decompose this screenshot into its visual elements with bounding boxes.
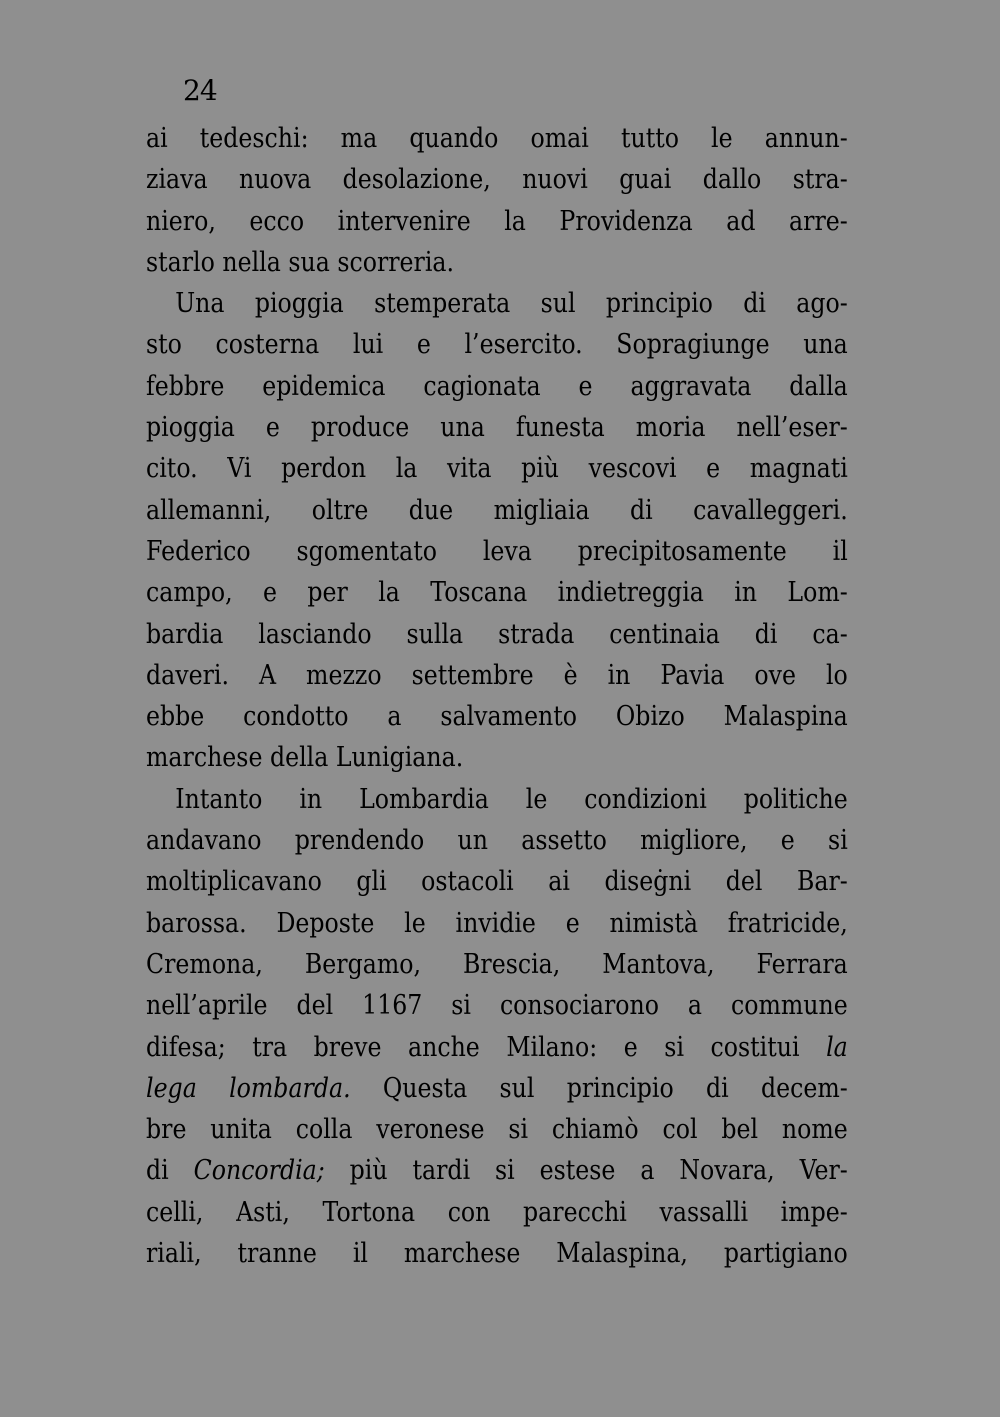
- text-line: moltiplicavano gli ostacoli ai diseġni del Bar-: [146, 865, 848, 898]
- page-number: 24: [183, 74, 217, 107]
- text-line: barossa. Deposte le invidie e nimistà fratricide,: [146, 906, 848, 939]
- text-line: ebbe condotto a salvamento Obizo Malaspina: [146, 700, 848, 733]
- text-line: sto costerna lui e l’esercito. Sopragiunge una: [146, 328, 848, 361]
- text-line: ai tedeschi: ma quando omai tutto le annun-: [146, 122, 848, 154]
- text-line: andavano prendendo un assetto migliore, e si: [146, 824, 848, 857]
- text-line: starlo nella sua scorreria.: [146, 245, 455, 278]
- paragraph-start-line: Intanto in Lombardia le condizioni politiche: [175, 782, 848, 815]
- text-line: bre unita colla veronese si chiamò col bel nome: [146, 1113, 848, 1146]
- text-line: niero, ecco intervenire la Providenza ad arre-: [146, 204, 848, 237]
- italic-text: lega lombarda.: [146, 1071, 351, 1104]
- text-line: nell’aprile del 1167 si consociarono a commune: [146, 989, 848, 1022]
- text-line: febbre epidemica cagionata e aggravata dalla: [146, 369, 848, 402]
- text-line: pioggia e produce una funesta moria nell’eser-: [146, 411, 848, 444]
- text-line: cito. Vi perdon la vita più vescovi e magnati: [146, 452, 848, 485]
- text-segment: di: [146, 1154, 194, 1187]
- text-segment: difesa; tra breve anche Milano: e si costitui: [146, 1030, 827, 1063]
- text-line: [146, 1027, 848, 1068]
- text-line: ziava nuova desolazione, nuovi guai dallo stra-: [146, 163, 848, 196]
- text-line: daveri. A mezzo settembre è in Pavia ove lo: [146, 658, 848, 691]
- text-line: marchese della Lunigiana.: [146, 741, 464, 774]
- italic-text: la: [826, 1030, 848, 1063]
- text-line: bardia lasciando sulla strada centinaia di ca-: [146, 617, 848, 650]
- text-line: riali, tranne il marchese Malaspina, partigiano: [146, 1237, 848, 1270]
- text-line: [146, 1068, 848, 1109]
- text-line: [146, 1150, 848, 1191]
- text-line: celli, Asti, Tortona con parecchi vassalli impe-: [146, 1195, 848, 1228]
- text-line: allemanni, oltre due migliaia di cavalleggeri.: [146, 493, 848, 526]
- text-segment: più tardi si estese a Novara, Ver-: [324, 1154, 848, 1187]
- text-line: Federico sgomentato leva precipitosamente il: [146, 534, 848, 567]
- body-text: [146, 118, 848, 1274]
- text-segment: Questa sul principio di decem-: [350, 1071, 848, 1104]
- italic-text: Concordia;: [193, 1154, 325, 1187]
- paragraph-start-line: Una pioggia stemperata sul principio di ago-: [175, 287, 848, 320]
- text-line: campo, e per la Toscana indietreggia in Lom-: [146, 576, 848, 609]
- text-line: Cremona, Bergamo, Brescia, Mantova, Ferrara: [146, 947, 848, 980]
